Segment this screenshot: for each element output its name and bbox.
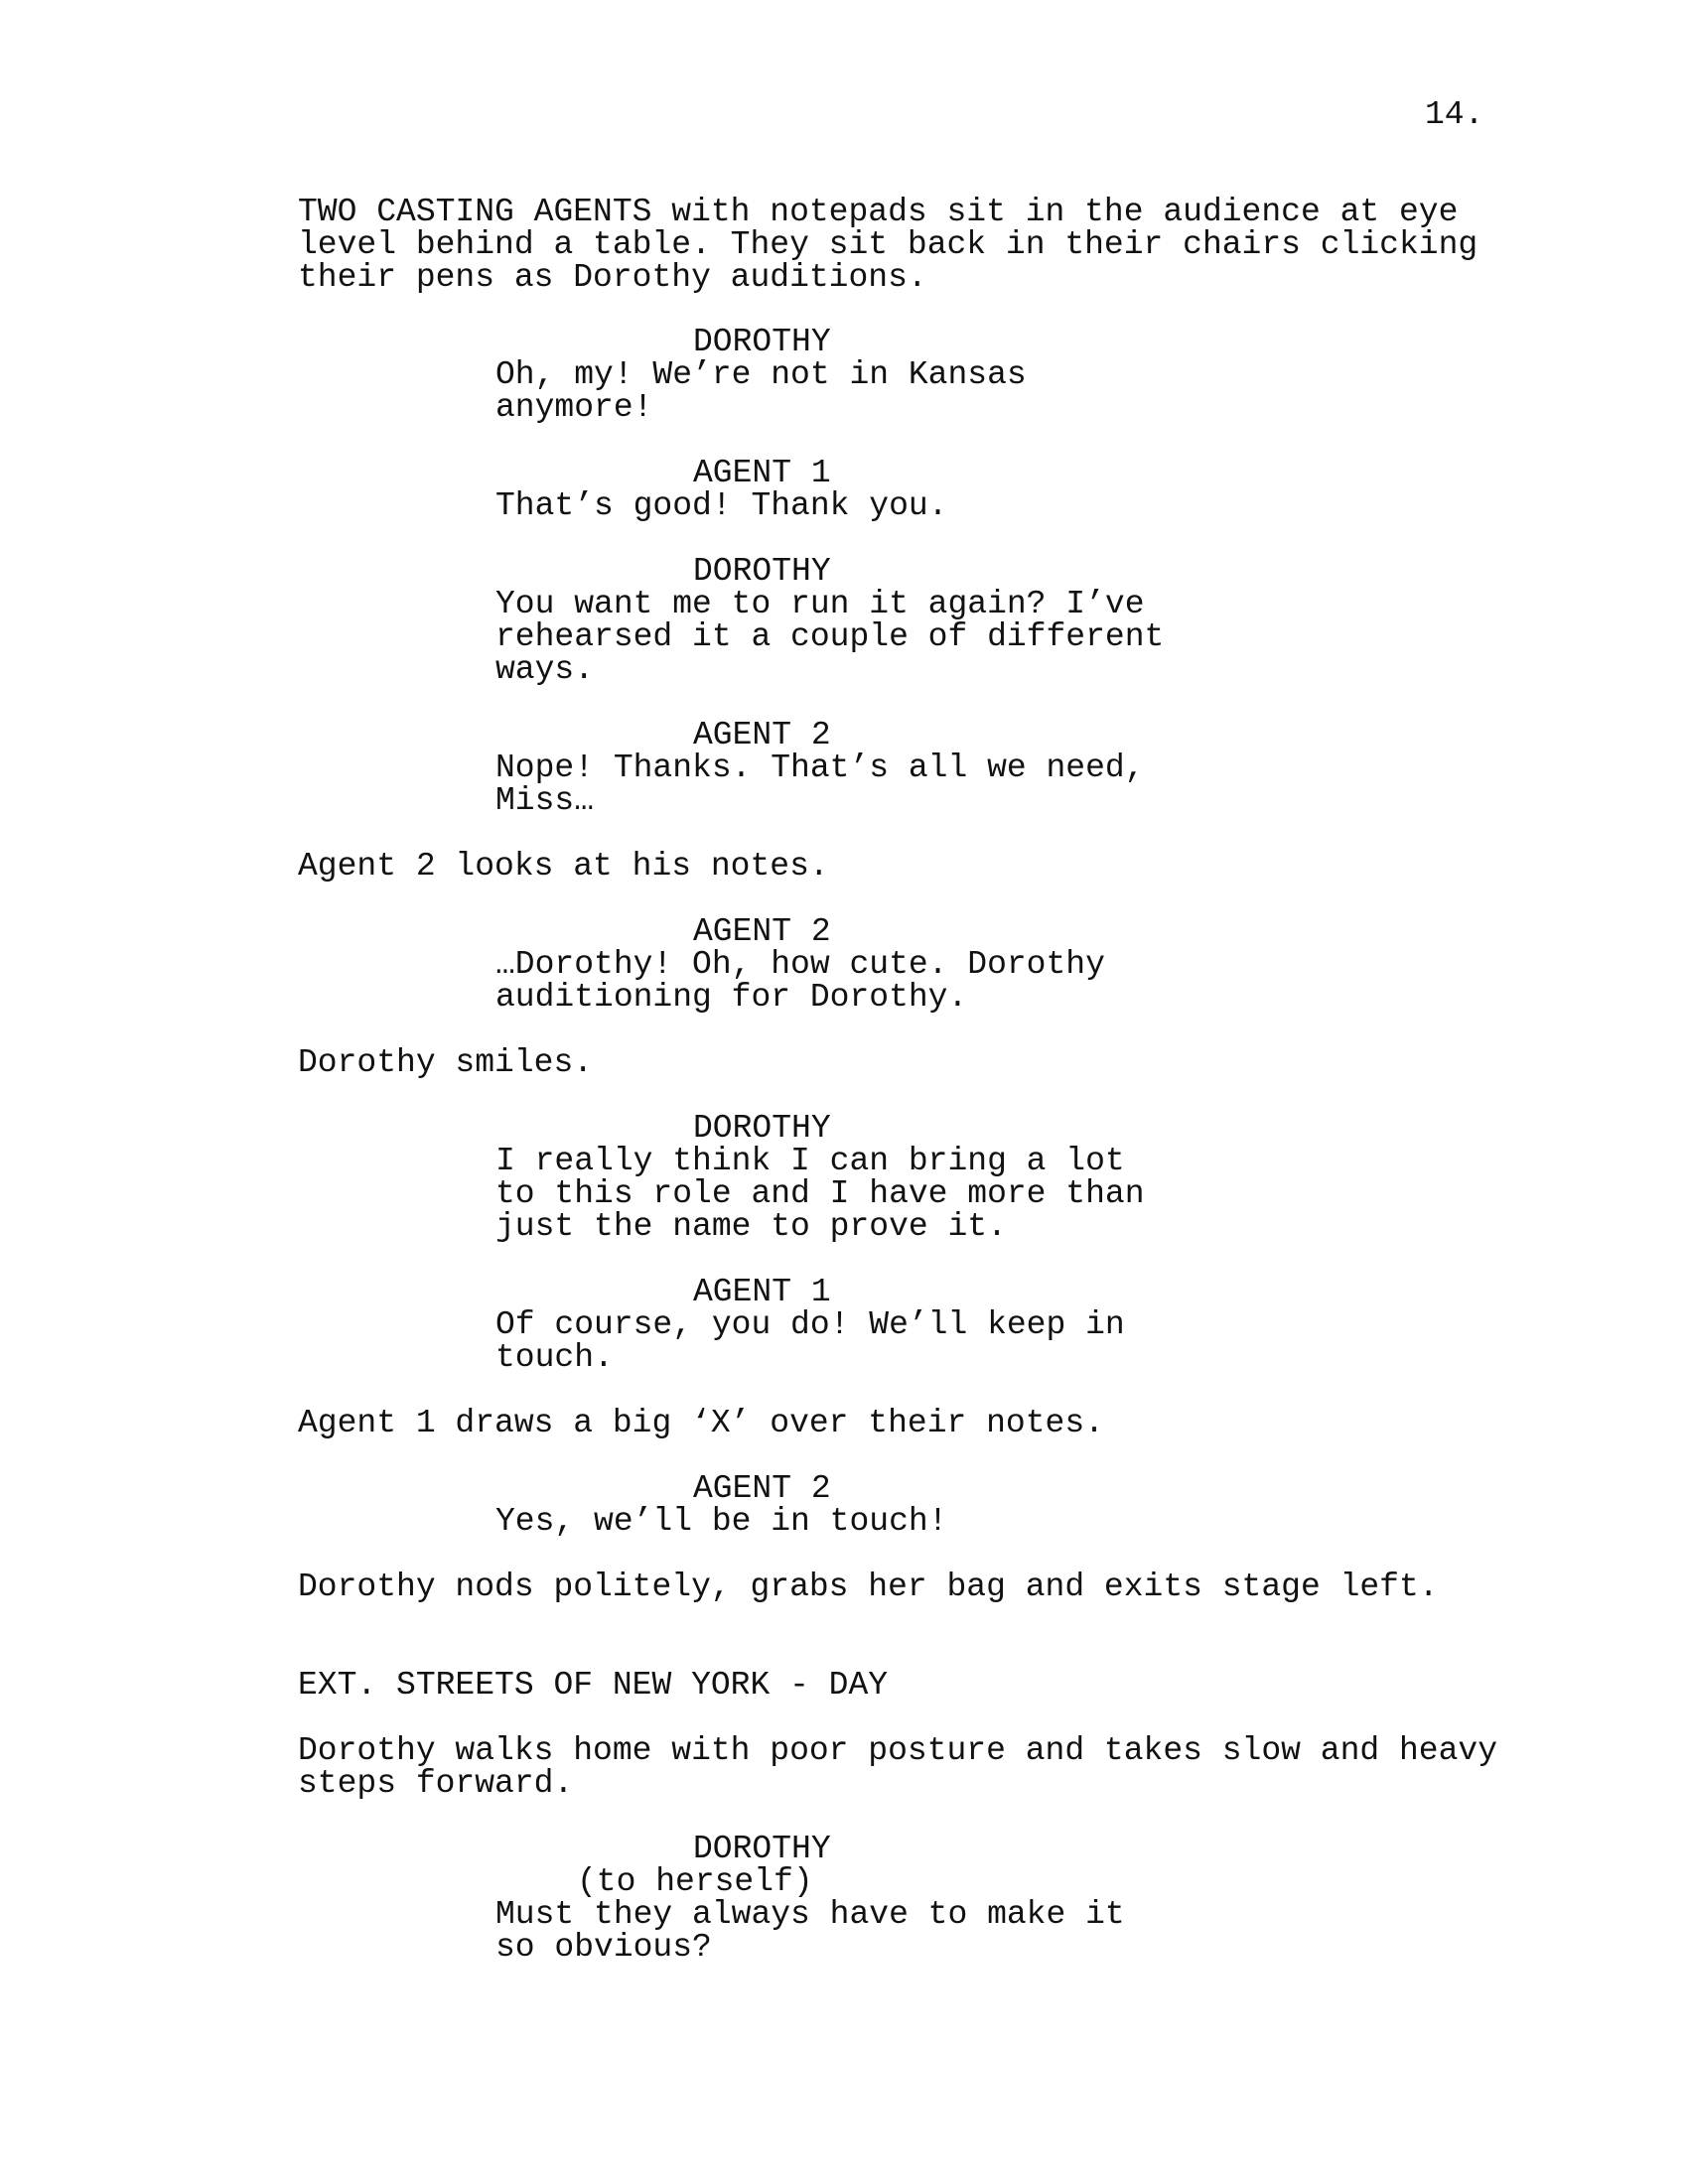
action-line: Dorothy smiles. [298,1044,594,1081]
character-name: AGENT 1 [693,1274,831,1310]
scene-heading: EXT. STREETS OF NEW YORK - DAY [298,1667,889,1704]
dialogue-line: I really think I can bring a lot to this role and I have more than just the name to prove it. [495,1143,1145,1245]
dialogue-line: You want me to run it again? I’ve rehearsed it a couple of different ways. [495,586,1165,688]
action-line: Dorothy walks home with poor posture and takes slow and heavy steps forward. [298,1732,1497,1802]
action-line: TWO CASTING AGENTS with notepads sit in the audience at eye level behind a table. They sit back in their chairs clicking their pens as Dorothy auditions. [298,194,1478,296]
dialogue-line: Of course, you do! We’ll keep in touch. [495,1306,1125,1376]
character-name: DOROTHY [693,1110,831,1147]
dialogue-line: Yes, we’ll be in touch! [495,1503,948,1540]
dialogue-line: …Dorothy! Oh, how cute. Dorothy auditioning for Dorothy. [495,946,1105,1016]
character-name: AGENT 1 [693,455,831,491]
dialogue-line: Must they always have to make it so obvious? [495,1896,1125,1966]
dialogue-line: Oh, my! We’re not in Kansas anymore! [495,356,1027,426]
character-name: AGENT 2 [693,913,831,950]
page-number: 14. [1425,96,1484,133]
dialogue-line: Nope! Thanks. That’s all we need, Miss… [495,750,1145,819]
parenthetical: (to herself) [577,1863,813,1900]
character-name: DOROTHY [693,553,831,590]
dialogue-line: That’s good! Thank you. [495,487,948,524]
action-line: Dorothy nods politely, grabs her bag and exits stage left. [298,1569,1439,1605]
character-name: AGENT 2 [693,717,831,753]
character-name: AGENT 2 [693,1470,831,1507]
action-line: Agent 2 looks at his notes. [298,848,829,885]
character-name: DOROTHY [693,1831,831,1867]
action-line: Agent 1 draws a big ‘X’ over their notes. [298,1405,1104,1441]
character-name: DOROTHY [693,324,831,360]
